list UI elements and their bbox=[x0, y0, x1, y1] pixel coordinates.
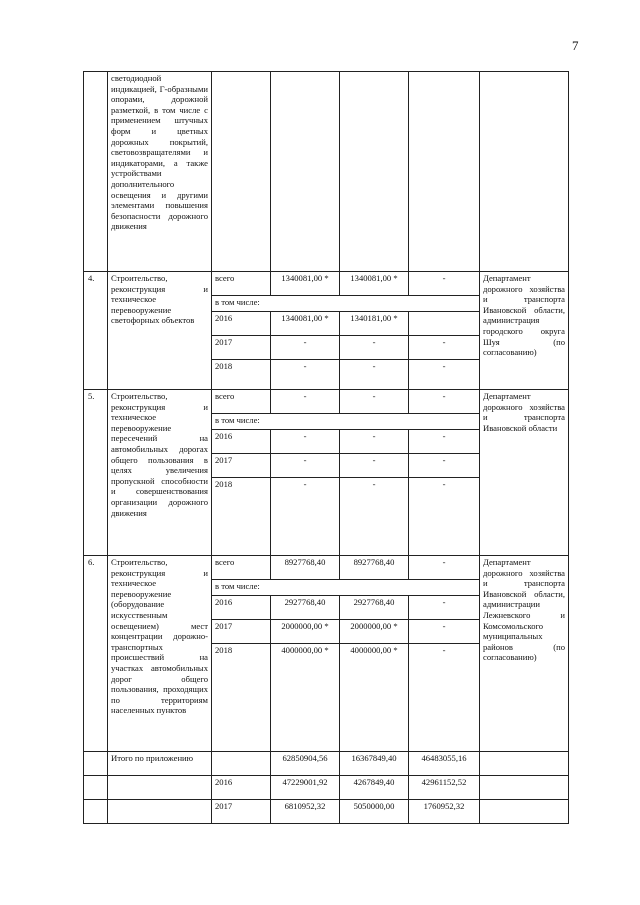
empty-cell bbox=[480, 800, 569, 824]
row-label: 2018 bbox=[212, 360, 271, 390]
totals-row bbox=[84, 800, 569, 824]
executor: Департамент дорожного хозяйства и транспорта Ивановской области bbox=[480, 390, 569, 556]
empty-cell bbox=[480, 752, 569, 776]
row-label: в том числе: bbox=[212, 580, 480, 596]
measure-name-continued: светодиодной индикацией, Г-образными опорами, дорожной разметкой, в том числе с применением штучных форм и цветных дорожных покрытий, световозвращателями и индикаторами, а также устройствами дополнительного освещения и другими элементами повышения безопасности дорожного движения bbox=[108, 72, 212, 272]
row-label: 2017 bbox=[212, 454, 271, 478]
value-federal: 1760952,32 bbox=[409, 800, 480, 824]
row-label: 2017 bbox=[212, 336, 271, 360]
row-label: 2016 bbox=[212, 596, 271, 620]
value-federal: - bbox=[409, 336, 480, 360]
row-label: 2017 bbox=[212, 620, 271, 644]
row-label bbox=[212, 752, 271, 776]
value-regional: 1340181,00 * bbox=[340, 312, 409, 336]
row-label: 2017 bbox=[212, 800, 271, 824]
measure-name: Строительство, реконструкция и техническое перевооружение пересечений на автомобильных дорогах общего пользования в целях увеличения пропускной способности и совершенствования организации дорожного движения bbox=[108, 390, 212, 556]
value-total: - bbox=[271, 454, 340, 478]
value-total: 4000000,00 * bbox=[271, 644, 340, 752]
value-federal: - bbox=[409, 454, 480, 478]
value-federal: - bbox=[409, 360, 480, 390]
item-row bbox=[84, 556, 569, 580]
continuation-row bbox=[84, 72, 569, 272]
value-regional: - bbox=[340, 478, 409, 556]
value-total: 47229001,92 bbox=[271, 776, 340, 800]
value-total: 6810952,32 bbox=[271, 800, 340, 824]
value-federal: - bbox=[409, 478, 480, 556]
value-regional: - bbox=[340, 360, 409, 390]
value-total: - bbox=[271, 336, 340, 360]
empty-cell bbox=[480, 776, 569, 800]
executor: Департамент дорожного хозяйства и транспорта Ивановской области, администрация городского округа Шуя (по согласованию) bbox=[480, 272, 569, 390]
value-federal: - bbox=[409, 620, 480, 644]
value-total: 2927768,40 bbox=[271, 596, 340, 620]
item-number: 4. bbox=[84, 272, 108, 390]
value-federal: 46483055,16 bbox=[409, 752, 480, 776]
empty-cell bbox=[108, 776, 212, 800]
measure-name: Строительство, реконструкция и техническое перевооружение (оборудование искусственным освещением) мест концентрации дорожно-транспортных происшествий на участках автомобильных дорог общего пользования, проходящих по территориям населенных пунктов bbox=[108, 556, 212, 752]
item-row bbox=[84, 390, 569, 414]
row-label: 2016 bbox=[212, 430, 271, 454]
measure-name: Строительство, реконструкция и техническое перевооружение светофорных объектов bbox=[108, 272, 212, 390]
value-federal: - bbox=[409, 390, 480, 414]
value-regional: 1340081,00 * bbox=[340, 272, 409, 296]
row-label: 2018 bbox=[212, 644, 271, 752]
value-regional: 4000000,00 * bbox=[340, 644, 409, 752]
executor: Департамент дорожного хозяйства и транспорта Ивановской области, администрации Лежневского и Комсомольского муниципальных районов (по согласованию) bbox=[480, 556, 569, 752]
value-federal: - bbox=[409, 644, 480, 752]
num-cell bbox=[84, 72, 108, 272]
row-label: в том числе: bbox=[212, 414, 480, 430]
program-table bbox=[83, 71, 569, 824]
totals-row bbox=[84, 752, 569, 776]
row-label: 2016 bbox=[212, 776, 271, 800]
value-federal: - bbox=[409, 272, 480, 296]
row-label: 2016 bbox=[212, 312, 271, 336]
value-total: - bbox=[271, 430, 340, 454]
value-regional: - bbox=[340, 336, 409, 360]
value-regional: 2927768,40 bbox=[340, 596, 409, 620]
value-total: 62850904,56 bbox=[271, 752, 340, 776]
value-federal: - bbox=[409, 556, 480, 580]
value-federal bbox=[409, 312, 480, 336]
value-total: 8927768,40 bbox=[271, 556, 340, 580]
row-label: в том числе: bbox=[212, 296, 480, 312]
item-number: 5. bbox=[84, 390, 108, 556]
num-cell bbox=[84, 800, 108, 824]
totals-row bbox=[84, 776, 569, 800]
value-regional: 2000000,00 * bbox=[340, 620, 409, 644]
row-label: 2018 bbox=[212, 478, 271, 556]
value-regional: - bbox=[340, 430, 409, 454]
item-number: 6. bbox=[84, 556, 108, 752]
empty-cell bbox=[480, 72, 569, 272]
value-total: 1340081,00 * bbox=[271, 272, 340, 296]
row-label: всего bbox=[212, 272, 271, 296]
row-label: всего bbox=[212, 390, 271, 414]
value-regional: - bbox=[340, 390, 409, 414]
row-label: всего bbox=[212, 556, 271, 580]
value-regional: 16367849,40 bbox=[340, 752, 409, 776]
empty-cell bbox=[340, 72, 409, 272]
value-regional: 5050000,00 bbox=[340, 800, 409, 824]
empty-cell bbox=[212, 72, 271, 272]
value-total: - bbox=[271, 390, 340, 414]
value-total: 2000000,00 * bbox=[271, 620, 340, 644]
value-total: 1340081,00 * bbox=[271, 312, 340, 336]
value-regional: - bbox=[340, 454, 409, 478]
value-total: - bbox=[271, 478, 340, 556]
value-total: - bbox=[271, 360, 340, 390]
value-federal: - bbox=[409, 430, 480, 454]
empty-cell bbox=[108, 800, 212, 824]
page-number: 7 bbox=[572, 38, 579, 53]
num-cell bbox=[84, 752, 108, 776]
item-row bbox=[84, 272, 569, 296]
empty-cell bbox=[271, 72, 340, 272]
totals-label: Итого по приложению bbox=[108, 752, 212, 776]
value-federal: - bbox=[409, 596, 480, 620]
value-regional: 8927768,40 bbox=[340, 556, 409, 580]
value-federal: 42961152,52 bbox=[409, 776, 480, 800]
num-cell bbox=[84, 776, 108, 800]
empty-cell bbox=[409, 72, 480, 272]
value-regional: 4267849,40 bbox=[340, 776, 409, 800]
